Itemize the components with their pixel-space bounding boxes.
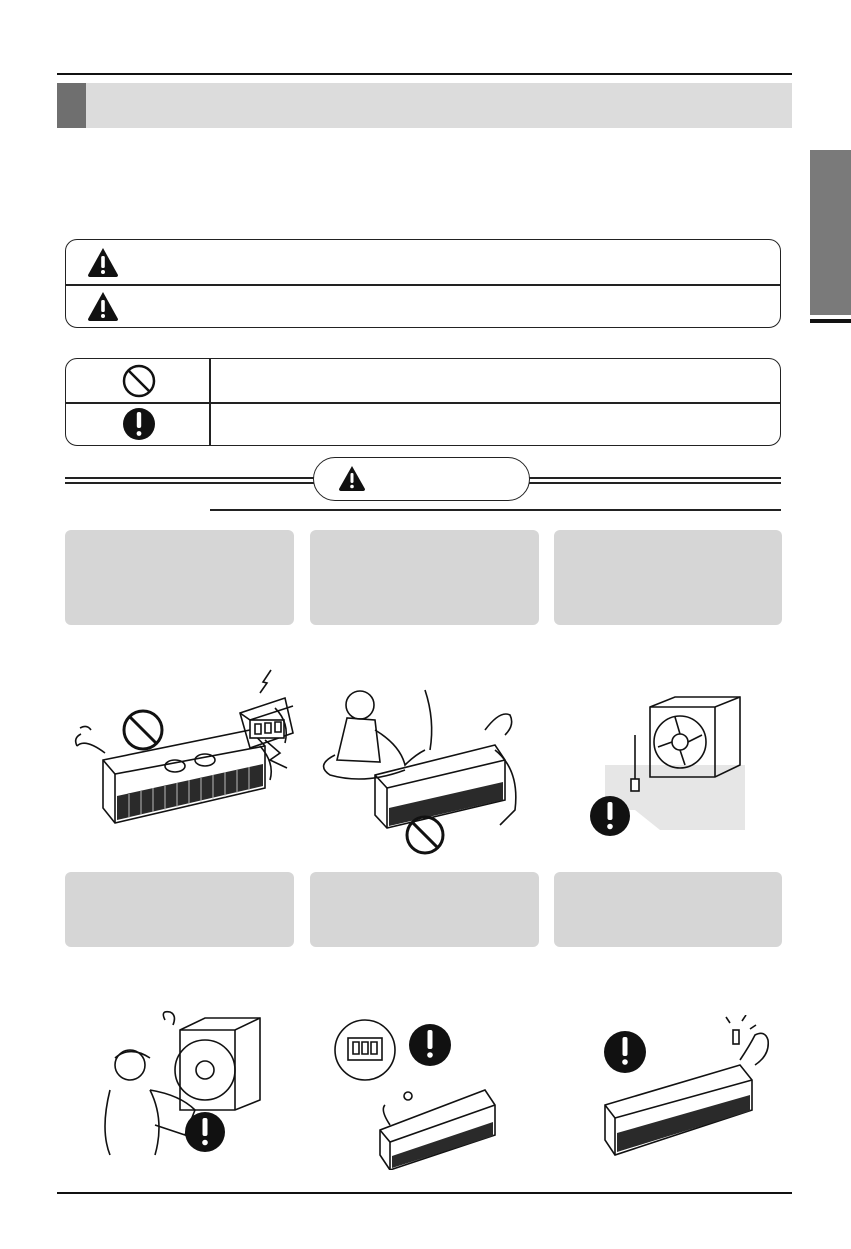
- footer-rule: [57, 1192, 792, 1194]
- warning-rule-left-2: [65, 482, 315, 484]
- legend-divider: [66, 402, 780, 404]
- instruction-card: [554, 872, 782, 947]
- instruction-card: [310, 530, 539, 625]
- symbol-legend: [65, 358, 781, 446]
- indoor-unit-wiring-illustration: [330, 1010, 510, 1170]
- card-text: [554, 530, 782, 554]
- installer-outdoor-unit-illustration: [95, 1010, 270, 1160]
- indoor-unit-fuse-illustration: [590, 1015, 780, 1165]
- top-rule: [57, 73, 792, 75]
- side-tab: [810, 150, 851, 315]
- card-text: [65, 872, 294, 896]
- caution-triangle-icon: [86, 290, 120, 322]
- warning-triangle-icon: [86, 246, 120, 278]
- legend-divider: [66, 284, 780, 286]
- card-text: [554, 872, 782, 896]
- card-text: [310, 530, 539, 554]
- indoor-unit-service-illustration: [305, 660, 545, 860]
- warning-rule-left: [65, 477, 315, 479]
- side-tab-rule: [810, 319, 851, 323]
- section-header-marker: [57, 83, 86, 128]
- prohibited-circle-icon: [121, 363, 157, 399]
- card-text: [310, 872, 539, 896]
- instruction-card: [65, 530, 294, 625]
- warning-rule-right-2: [528, 482, 781, 484]
- outdoor-unit-ground-illustration: [580, 695, 750, 840]
- warning-underline: [210, 509, 781, 511]
- warning-section-pill: [313, 457, 530, 501]
- instruction-card: [65, 872, 294, 947]
- indoor-unit-breaker-illustration: [55, 668, 295, 853]
- warning-rule-right: [528, 477, 781, 479]
- section-header-bar: [57, 83, 792, 128]
- warning-triangle-icon: [337, 464, 367, 492]
- instruction-card: [310, 872, 539, 947]
- warning-caution-legend: [65, 239, 781, 328]
- legend-column-divider: [209, 359, 211, 445]
- card-text: [65, 530, 294, 554]
- exclamation-circle-icon: [121, 406, 157, 442]
- instruction-card: [554, 530, 782, 625]
